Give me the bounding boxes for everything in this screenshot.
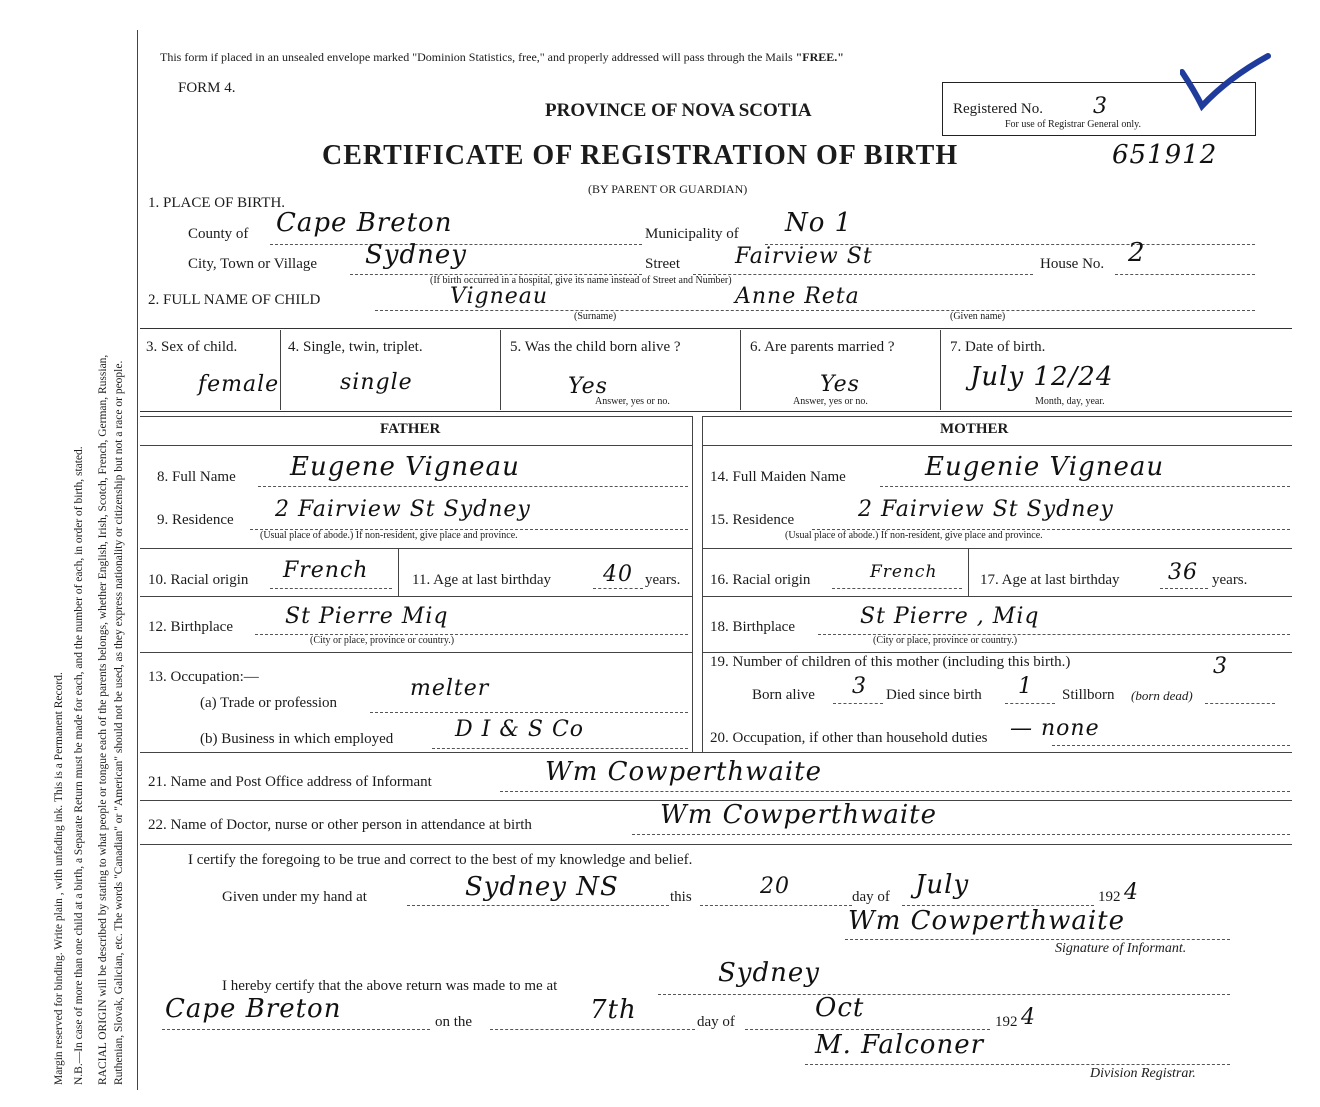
- child-name-line: [375, 310, 1255, 311]
- mother-rule-2: [702, 596, 1292, 597]
- checkmark-icon: [1180, 50, 1275, 115]
- informant-signature-caption: Signature of Informant.: [1055, 941, 1187, 956]
- given-under-hand-label: Given under my hand at: [222, 889, 367, 905]
- informant-line: [500, 791, 1290, 792]
- attendant-label: 22. Name of Doctor, nurse or other person in attendance at birth: [148, 817, 532, 833]
- father-trade-line: [370, 712, 688, 713]
- certification-day-of-label: day of: [852, 889, 890, 905]
- margin-note-racial-origin-cont: Ruthenian, Slovak, Galician, etc. The words "Canadian" or "American" should not be used, as they express nationality or citizenship but not a race or people.: [113, 360, 125, 1085]
- mother-heading: MOTHER: [940, 421, 1009, 437]
- house-number-line: [1115, 274, 1255, 275]
- registrar-signature: M. Falconer: [815, 1030, 985, 1060]
- stillborn-label: Stillborn: [1062, 687, 1115, 703]
- sex-label: 3. Sex of child.: [146, 339, 238, 355]
- registrar-signature-caption: Division Registrar.: [1090, 1066, 1196, 1081]
- county-value: Cape Breton: [276, 208, 453, 238]
- father-racial-origin-value: French: [283, 558, 369, 583]
- father-business-label: (b) Business in which employed: [200, 731, 394, 747]
- city-label: City, Town or Village: [188, 256, 318, 272]
- father-rule-2: [140, 596, 692, 597]
- mother-racial-origin-line: [832, 588, 962, 589]
- father-right-border: [692, 416, 693, 752]
- stillborn-line: [1205, 703, 1275, 704]
- mother-age-label: 17. Age at last birthday: [980, 572, 1120, 588]
- mother-rule-1: [702, 548, 1292, 549]
- mother-rule-3: [702, 652, 1292, 653]
- certification-day-value: 20: [760, 874, 790, 899]
- mother-age-unit: years.: [1212, 572, 1248, 588]
- child-given-name-value: Anne Reta: [735, 284, 860, 309]
- margin-note-binding: Margin reserved for binding. Write plain , with unfading ink. This is a Permanent Record.: [53, 672, 65, 1085]
- died-since-birth-label: Died since birth: [886, 687, 982, 703]
- child-name-label: 2. FULL NAME OF CHILD: [148, 292, 321, 308]
- hospital-note: (If birth occurred in a hospital, give its name instead of Street and Number): [430, 275, 732, 286]
- street-value: Fairview St: [735, 244, 873, 269]
- mother-name-value: Eugenie Vigneau: [925, 452, 1165, 482]
- registered-number-value: 3: [1093, 94, 1108, 119]
- born-alive-label: 5. Was the child born alive ?: [510, 339, 681, 355]
- registrar-county-line: [162, 1029, 430, 1030]
- mother-residence-value: 2 Fairview St Sydney: [858, 497, 1114, 522]
- street-line: [693, 274, 1033, 275]
- mother-left-border: [702, 416, 703, 752]
- born-alive-value: Yes: [568, 374, 608, 399]
- mother-racial-origin-label: 16. Racial origin: [710, 572, 811, 588]
- date-of-birth-value: July 12/24: [970, 362, 1114, 392]
- mother-occupation-label: 20. Occupation, if other than household duties: [710, 730, 988, 746]
- father-birthplace-caption: (City or place, province or country.): [310, 635, 455, 646]
- certification-day-line: [700, 905, 852, 906]
- sex-value: female: [198, 372, 280, 397]
- registrar-day-line: [490, 1029, 695, 1030]
- father-racial-origin-line: [270, 588, 392, 589]
- child-surname-value: Vigneau: [450, 284, 549, 309]
- county-label: County of: [188, 226, 249, 242]
- province-heading: PROVINCE OF NOVA SCOTIA: [545, 100, 812, 121]
- father-trade-value: melter: [410, 676, 490, 701]
- attendant-value: Wm Cowperthwaite: [660, 800, 938, 830]
- informant-label: 21. Name and Post Office address of Informant: [148, 774, 432, 790]
- plurality-value: single: [340, 370, 413, 395]
- stillborn-caption: (born dead): [1131, 688, 1193, 703]
- father-column-border: [140, 416, 692, 417]
- municipality-value: No 1: [785, 208, 853, 238]
- father-name-label: 8. Full Name: [157, 469, 236, 485]
- house-number-label: House No.: [1040, 256, 1105, 272]
- father-rule-1: [140, 548, 692, 549]
- father-residence-label: 9. Residence: [157, 512, 234, 528]
- mother-occupation-value: — none: [1010, 716, 1100, 741]
- informant-signature: Wm Cowperthwaite: [848, 906, 1126, 936]
- certification-statement: I certify the foregoing to be true and correct to the best of my knowledge and belief.: [188, 852, 693, 868]
- father-heading: FATHER: [380, 421, 441, 437]
- attendant-line: [632, 834, 1290, 835]
- father-birthplace-label: 12. Birthplace: [148, 619, 233, 635]
- born-alive-count-line: [833, 703, 883, 704]
- father-residence-caption: (Usual place of abode.) If non-resident, give place and province.: [260, 530, 518, 541]
- mother-occupation-line: [1052, 745, 1290, 746]
- died-since-birth-line: [1005, 703, 1055, 704]
- parents-married-caption: Answer, yes or no.: [793, 396, 868, 407]
- registrar-place-value: Sydney: [718, 958, 820, 988]
- born-alive-caption: Answer, yes or no.: [595, 396, 670, 407]
- born-alive-count-label: Born alive: [752, 687, 815, 703]
- place-of-birth-label: 1. PLACE OF BIRTH.: [148, 195, 286, 211]
- born-alive-count-value: 3: [852, 674, 867, 699]
- certificate-subtitle: (BY PARENT OR GUARDIAN): [588, 182, 748, 196]
- given-place-value: Sydney NS: [465, 872, 619, 902]
- father-age-value: 40: [603, 562, 633, 587]
- father-racial-origin-label: 10. Racial origin: [148, 572, 249, 588]
- mother-birthplace-label: 18. Birthplace: [710, 619, 795, 635]
- registrar-day-of-label: day of: [697, 1014, 735, 1030]
- father-age-unit: years.: [645, 572, 681, 588]
- father-age-label: 11. Age at last birthday: [412, 572, 551, 588]
- form-number: FORM 4.: [178, 80, 236, 96]
- registrar-day-value: 7th: [590, 995, 637, 1025]
- registrar-month-value: Oct: [815, 993, 865, 1023]
- father-name-value: Eugene Vigneau: [290, 452, 520, 482]
- mother-racial-age-divider: [968, 548, 969, 596]
- informant-signature-line: [845, 939, 1230, 940]
- mother-residence-label: 15. Residence: [710, 512, 795, 528]
- registrar-year-prefix: 192: [995, 1014, 1018, 1030]
- margin-note-racial-origin: RACIAL ORIGIN will be described by stating to what people or tongue each of the parents belongs, whether English, Irish, Scotch, French, German, Russian,: [97, 354, 109, 1085]
- mother-birthplace-value: St Pierre , Miq: [860, 604, 1040, 629]
- children-total-value: 3: [1213, 654, 1228, 679]
- given-name-caption: (Given name): [950, 311, 1006, 322]
- certification-month-value: July: [915, 870, 970, 900]
- father-residence-value: 2 Fairview St Sydney: [275, 497, 531, 522]
- binding-margin-line: [137, 30, 138, 1090]
- on-the-label: on the: [435, 1014, 473, 1030]
- registered-number-label: Registered No.: [953, 101, 1043, 117]
- date-of-birth-caption: Month, day, year.: [1035, 396, 1105, 407]
- this-label: this: [670, 889, 692, 905]
- divider-3-4: [280, 330, 281, 410]
- divider-4-5: [500, 330, 501, 410]
- registrar-county-value: Cape Breton: [165, 994, 342, 1024]
- father-business-line: [432, 748, 688, 749]
- mother-birthplace-caption: (City or place, province or country.): [873, 635, 1018, 646]
- registrar-place-line: [658, 994, 1230, 995]
- father-name-line: [258, 486, 688, 487]
- father-racial-age-divider: [398, 548, 399, 596]
- municipality-label: Municipality of: [645, 226, 739, 242]
- city-value: Sydney: [365, 240, 467, 270]
- children-count-label: 19. Number of children of this mother (including this birth.): [710, 654, 1071, 670]
- divider-6-7: [940, 330, 941, 410]
- parents-married-value: Yes: [820, 372, 860, 397]
- father-occupation-label: 13. Occupation:—: [148, 669, 259, 685]
- attendant-bottom-rule: [140, 844, 1292, 845]
- father-heading-rule: [140, 445, 692, 446]
- stamp-number: 651912: [1112, 140, 1218, 170]
- surname-caption: (Surname): [574, 311, 617, 322]
- mother-racial-origin-value: French: [870, 562, 938, 582]
- father-business-value: D I & S Co: [455, 717, 585, 742]
- father-birthplace-value: St Pierre Miq: [285, 604, 449, 629]
- postal-note: [160, 50, 844, 65]
- date-of-birth-label: 7. Date of birth.: [950, 339, 1046, 355]
- registrar-statement: I hereby certify that the above return was made to me at: [222, 978, 558, 994]
- mother-column-border: [702, 416, 1292, 417]
- registrar-general-note: For use of Registrar General only.: [1005, 119, 1141, 130]
- margin-note-multiple-births: N.B.—In case of more than one child at a birth, a Separate Return must be made for each, and the number of each, in order of birth, stated.: [73, 446, 85, 1085]
- house-number-value: 2: [1128, 238, 1146, 268]
- divider-5-6: [740, 330, 741, 410]
- certification-year-prefix: 192: [1098, 889, 1121, 905]
- father-age-line: [593, 588, 643, 589]
- certification-year-suffix: 4: [1124, 880, 1139, 905]
- registrar-year-suffix: 4: [1021, 1005, 1036, 1030]
- registrar-signature-line: [805, 1064, 1230, 1065]
- plurality-label: 4. Single, twin, triplet.: [288, 339, 423, 355]
- given-place-line: [407, 905, 669, 906]
- died-since-birth-value: 1: [1018, 674, 1033, 699]
- mother-name-line: [880, 486, 1290, 487]
- columns-bottom-border: [140, 752, 1292, 753]
- father-trade-label: (a) Trade or profession: [200, 695, 338, 711]
- mother-age-value: 36: [1168, 560, 1198, 585]
- mother-residence-caption: (Usual place of abode.) If non-resident, give place and province.: [785, 530, 1043, 541]
- mother-name-label: 14. Full Maiden Name: [710, 469, 846, 485]
- mother-heading-rule: [702, 445, 1292, 446]
- parents-married-label: 6. Are parents married ?: [750, 339, 895, 355]
- mother-age-line: [1160, 588, 1208, 589]
- street-label: Street: [645, 256, 680, 272]
- informant-value: Wm Cowperthwaite: [545, 757, 823, 787]
- certificate-title: CERTIFICATE OF REGISTRATION OF BIRTH: [322, 140, 959, 171]
- postal-note-text: This form if placed in an unsealed envelope marked "Dominion Statistics, free," and properly addressed will pass through the Mails: [160, 50, 793, 64]
- father-rule-3: [140, 652, 692, 653]
- postal-note-free: "FREE.": [795, 50, 844, 64]
